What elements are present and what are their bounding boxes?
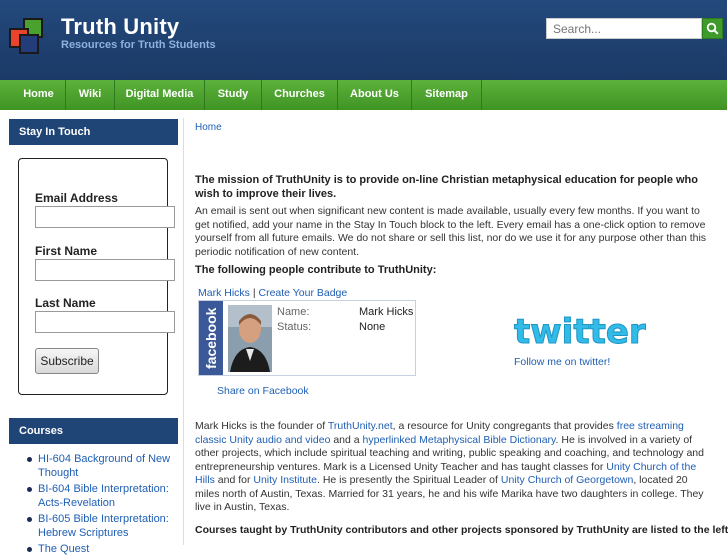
nav-wiki[interactable]: Wiki <box>66 80 115 110</box>
fb-status-key: Status: <box>277 321 312 333</box>
unity-institute-link[interactable]: Unity Institute <box>253 474 317 486</box>
portrait-image <box>228 305 272 372</box>
course-link-bi605[interactable]: BI-605 Bible Interpretation: Hebrew Scriptures <box>38 512 173 540</box>
site-tagline: Resources for Truth Students <box>61 39 216 51</box>
course-link-hi604[interactable]: HI-604 Background of New Thought <box>38 452 173 480</box>
twitter-follow-link[interactable]: Follow me on twitter! <box>514 356 611 368</box>
fb-badge-links <box>198 287 347 299</box>
profile-photo <box>228 305 272 372</box>
nav-sitemap[interactable]: Sitemap <box>412 80 482 110</box>
signup-form <box>18 158 168 395</box>
courses-list <box>38 452 173 558</box>
stay-in-touch-heading: Stay In Touch <box>9 119 178 145</box>
breadcrumb[interactable]: Home <box>195 122 222 133</box>
facebook-logo-text: facebook <box>203 307 219 369</box>
bio-text: . He is presently the Spiritual Leader of <box>317 474 501 486</box>
nav-digital-media[interactable]: Digital Media <box>115 80 205 110</box>
first-name-label: First Name <box>35 244 98 258</box>
bio-text: , located 20 miles north of Austin, Texas. Married for 31 years, he and his wife Marika have two daughters in college. They live in Austin, Texas. <box>195 474 704 513</box>
last-name-label: Last Name <box>35 296 96 310</box>
email-label: Email Address <box>35 191 118 205</box>
fb-name-link[interactable]: Mark Hicks <box>198 287 250 299</box>
mission-statement: The mission of TruthUnity is to provide on-line Christian metaphysical education for people who wish to improve their lives. <box>195 174 698 200</box>
search-input[interactable] <box>546 18 702 39</box>
site-title[interactable]: Truth Unity <box>61 14 180 39</box>
contributors-heading: The following people contribute to TruthUnity: <box>195 264 437 276</box>
search-icon <box>706 22 719 35</box>
unity-church-georgetown-link[interactable]: Unity Church of Georgetown <box>500 474 634 486</box>
nav-churches[interactable]: Churches <box>262 80 338 110</box>
site-header <box>0 0 727 80</box>
main-nav <box>0 80 727 110</box>
twitter-logo-text: twitter <box>514 312 646 352</box>
fb-status-value: None <box>359 321 386 333</box>
courses-heading: Courses <box>9 418 178 444</box>
share-on-facebook-link[interactable]: Share on Facebook <box>217 385 309 397</box>
nav-about-us[interactable]: About Us <box>338 80 412 110</box>
nav-home[interactable]: Home <box>12 80 66 110</box>
bio-text: and a <box>330 433 363 446</box>
bio-text: Mark Hicks is the founder of <box>195 420 328 432</box>
logo-square-blue <box>19 34 39 54</box>
course-link-the-quest[interactable]: The Quest <box>38 542 173 556</box>
column-divider <box>183 118 184 545</box>
facebook-badge[interactable] <box>198 300 416 376</box>
bio-text: . He is involved in a variety of other projects, which include spiritual teaching and writing, public speaking and coaching, and technology and entrepreneurship ventures. Mark is a Licensed Unity Teacher and has taught classes for <box>195 433 704 473</box>
bio-text: and for <box>214 474 254 486</box>
fb-name-key: Name: <box>277 306 310 318</box>
email-info-text: An email is sent out when significant new content is made available, usually every few months. If you want to get notified, add your name in the Stay In Touch block to the left. Every email has a one-click option to remove yourself from all future emails. We do not share or sell this list, nor do we use it for any purpose other than this periodic notification of new content. <box>195 205 707 258</box>
email-field[interactable] <box>35 206 175 228</box>
truthunity-link[interactable]: TruthUnity.net <box>327 420 393 432</box>
unity-church-hills-link[interactable]: Unity Church of the Hills <box>195 460 697 486</box>
search-form <box>546 18 723 39</box>
search-button[interactable] <box>702 18 723 39</box>
bio-paragraph <box>195 420 715 515</box>
nav-study[interactable]: Study <box>205 80 262 110</box>
first-name-field[interactable] <box>35 259 175 281</box>
courses-note: Courses taught by TruthUnity contributors and other projects sponsored by TruthUnity are listed to the left <box>195 524 728 536</box>
twitter-logo[interactable] <box>514 310 654 350</box>
fb-create-badge-link[interactable]: Create Your Badge <box>258 287 348 299</box>
facebook-logo <box>199 301 223 375</box>
bio-text: , a resource for Unity congregants that provides <box>392 420 617 432</box>
fb-separator: | <box>249 287 259 299</box>
bible-dictionary-link[interactable]: hyperlinked Metaphysical Bible Dictionary <box>362 433 556 446</box>
site-logo[interactable] <box>9 18 51 60</box>
subscribe-button[interactable]: Subscribe <box>35 348 99 374</box>
last-name-field[interactable] <box>35 311 175 333</box>
streaming-audio-video-link[interactable]: free streaming classic Unity audio and video <box>195 420 684 446</box>
fb-name-value: Mark Hicks <box>359 306 414 318</box>
course-link-bi604[interactable]: BI-604 Bible Interpretation: Acts-Revelation <box>38 482 173 510</box>
